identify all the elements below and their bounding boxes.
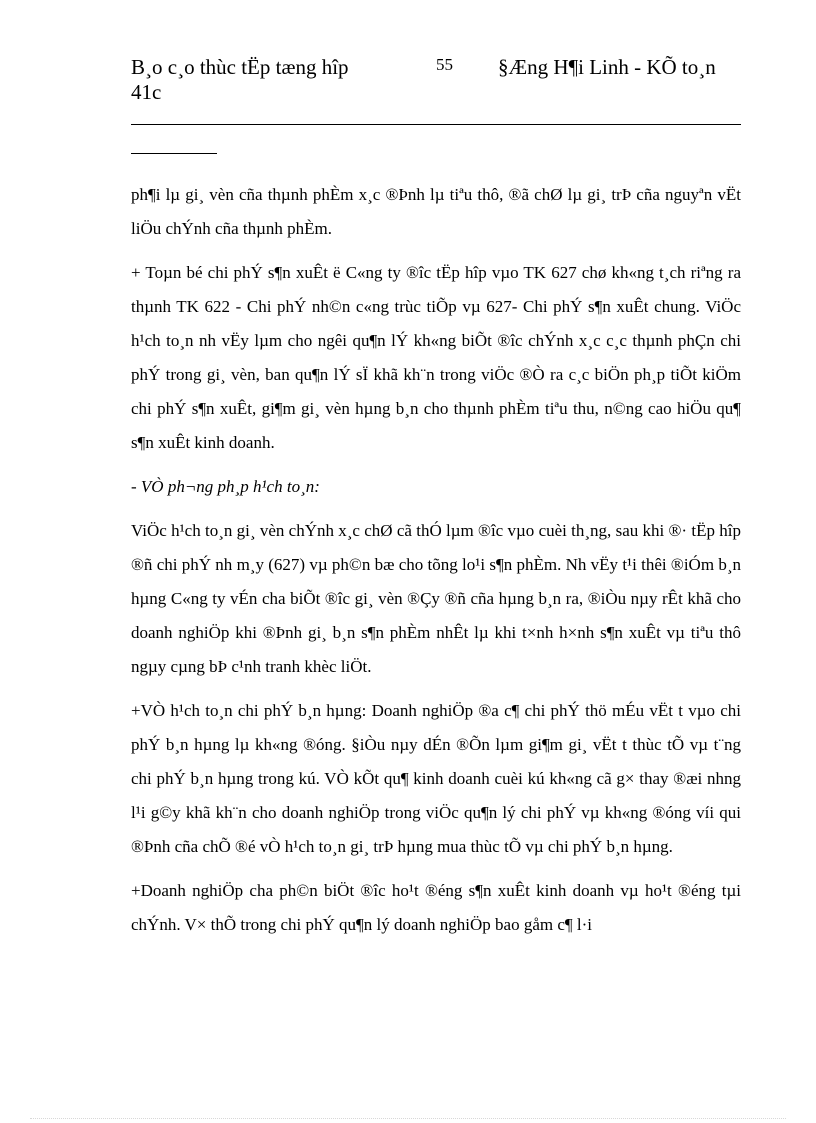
page-number: 55 — [436, 55, 453, 74]
section-heading: - VÒ ph¬ng ph¸p h¹ch to¸n: — [131, 477, 320, 496]
body-text — [131, 178, 741, 952]
header-divider-short — [131, 153, 217, 154]
header-class: 41c — [131, 80, 162, 104]
paragraph: ph¶i lµ gi¸ vèn cña thµnh phÈm x¸c ®Þnh lµ tiªu thô, ®ã chØ lµ gi¸ trÞ cña nguyªn vËt liÖu chÝnh cña thµnh phÈm. — [131, 185, 741, 238]
paragraph: +Doanh nghiÖp cha ph©n biÖt ®îc ho¹t ®éng s¶n xuÊt kinh doanh vµ ho¹t ®éng tµi chÝnh. V× thÕ trong chi phÝ qu¶n lý doanh nghiÖp bao gåm c¶ l·i — [131, 881, 741, 934]
page-bottom-border — [30, 1118, 786, 1119]
header-author: §Æng H¶i Linh - KÕ to¸n — [498, 55, 716, 79]
paragraph: +VÒ h¹ch to¸n chi phÝ b¸n hµng: Doanh nghiÖp ®a c¶ chi phÝ thö mÉu vËt t vµo chi phÝ b¸n hµng lµ kh«ng ®óng. §iÒu nµy dÉn ®Õn lµm gi¶m gi¸ vËt t thùc tÕ vµ t¨ng chi phÝ b¸n hµng trong kú. VÒ kÕt qu¶ kinh doanh cuèi kú kh«ng cã g× thay ®æi nhng l¹i g©y khã kh¨n cho doanh nghiÖp trong viÖc qu¶n lý chi phÝ vµ kh«ng ®óng víi qui ®Þnh cña chÕ ®é vÒ h¹ch to¸n gi¸ trÞ hµng mua thùc tÕ vµ chi phÝ b¸n hµng. — [131, 701, 741, 856]
paragraph: ViÖc h¹ch to¸n gi¸ vèn chÝnh x¸c chØ cã thÓ lµm ®îc vµo cuèi th¸ng, sau khi ®· tËp hîp ®ñ chi phÝ nh m¸y (627) vµ ph©n bæ cho tõng lo¹i s¶n phÈm. Nh vËy t¹i thêi ®iÓm b¸n hµng C«ng ty vÉn cha biÕt ®îc gi¸ vèn ®Çy ®ñ cña hµng b¸n ra, ®iÒu nµy rÊt khã cho doanh nghiÖp khi ®Þnh gi¸ b¸n s¶n phÈm nhÊt lµ khi t×nh h×nh s¶n xuÊt vµ tiªu thô ngµy cµng bÞ c¹nh tranh khèc liÖt. — [131, 521, 741, 676]
header-report-title: B¸o c¸o thùc tËp tæng hîp — [131, 55, 349, 79]
paragraph: + Toµn bé chi phÝ s¶n xuÊt ë C«ng ty ®îc tËp hîp vµo TK 627 chø kh«ng t¸ch riªng ra thµnh TK 622 - Chi phÝ nh©n c«ng trùc tiÕp vµ 627- Chi phÝ s¶n xuÊt chung. ViÖc h¹ch to¸n nh vËy lµm cho ngêi qu¶n lÝ kh«ng biÕt ®îc chÝnh x¸c c¸c thµnh phÇn chi phÝ trong gi¸ vèn, ban qu¶n lÝ sÏ khã kh¨n trong viÖc ®Ò ra c¸c biÖn ph¸p tiÕt kiÖm chi phÝ s¶n xuÊt, gi¶m gi¸ vèn hµng b¸n cho thµnh phÈm tiªu thu, n©ng cao hiÖu qu¶ s¶n xuÊt kinh doanh. — [131, 263, 741, 452]
header-divider — [131, 124, 741, 125]
